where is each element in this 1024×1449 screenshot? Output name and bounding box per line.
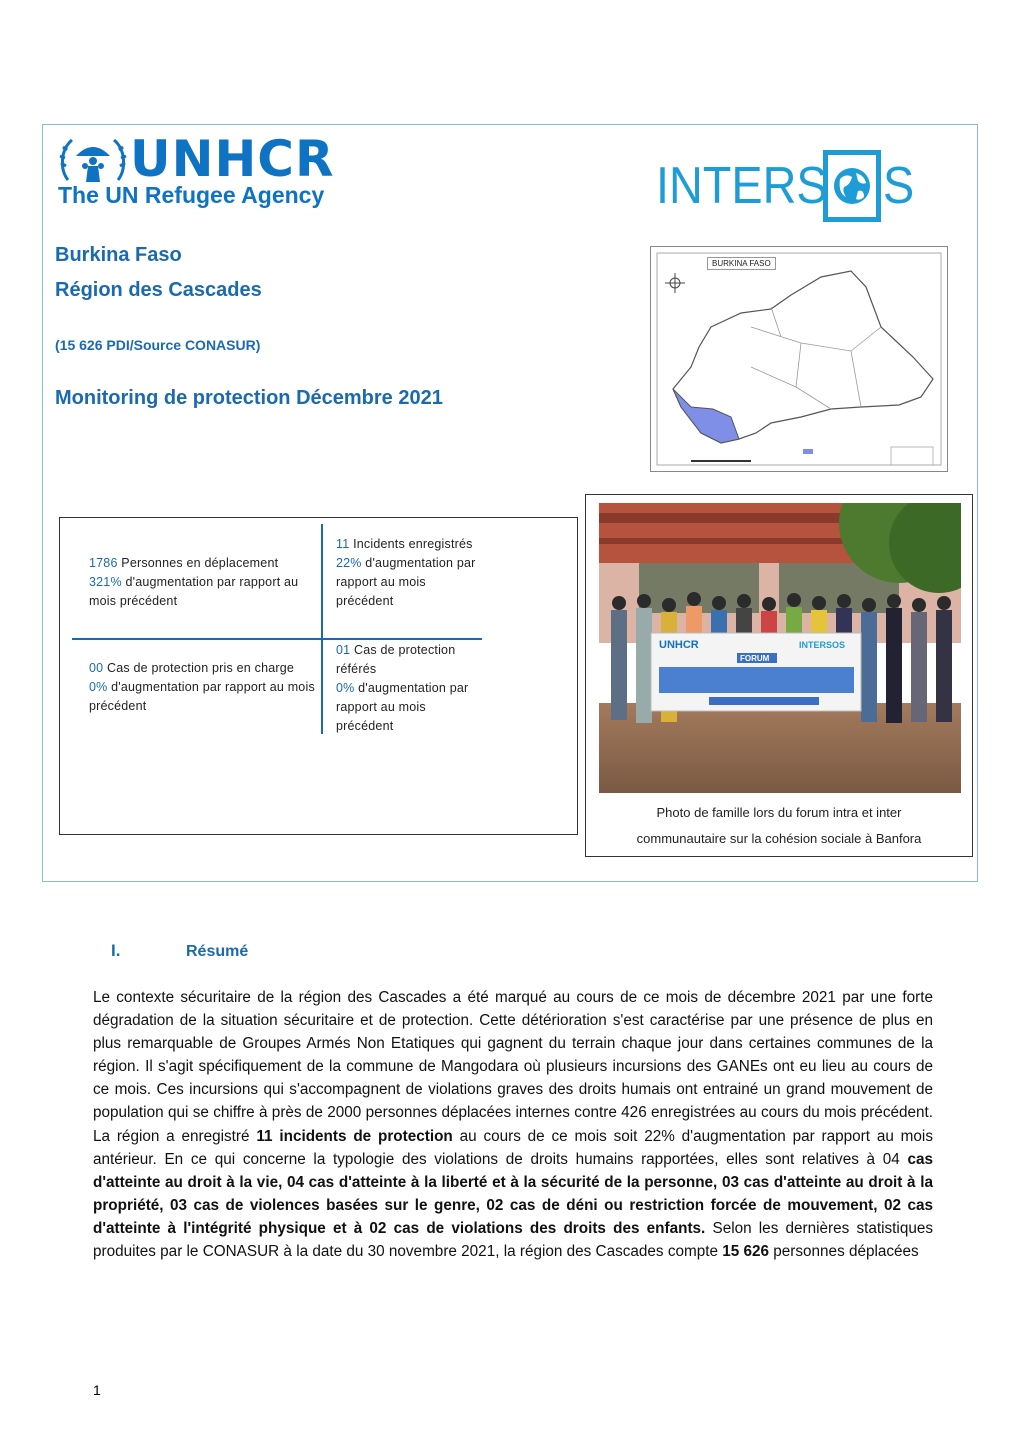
unhcr-emblem-icon (58, 136, 128, 184)
stat-cases-count: 00 (89, 661, 104, 675)
map-title: BURKINA FASO (707, 257, 776, 270)
stat-referred-label: Cas de protection référés (336, 643, 456, 676)
stat-incidents-pct: 22% (336, 556, 362, 570)
pdi-source-note: (15 626 PDI/Source CONASUR) (55, 337, 261, 353)
stat-displaced-label: Personnes en déplacement (117, 556, 279, 570)
stat-incidents-pct-label: d'augmentation par rapport au mois précédent (336, 556, 476, 608)
group-photo (599, 503, 961, 793)
unhcr-wordmark: UNHCR (130, 130, 335, 188)
svg-text:INTERSOS: INTERSOS (799, 640, 846, 650)
svg-text:UNHCR: UNHCR (659, 639, 699, 651)
stat-cases-pct: 0% (89, 680, 108, 694)
stat-referred-pct: 0% (336, 681, 355, 695)
report-title: Monitoring de protection Décembre 2021 (55, 387, 443, 409)
page-number: 1 (93, 1382, 101, 1398)
stat-cases-label: Cas de protection pris en charge (103, 661, 295, 675)
summary-text-4: personnes déplacées (769, 1243, 919, 1261)
summary-bold-2: cas d'atteinte au droit à la vie, 04 cas d'atteinte à la liberté et à la sécurité de la personne, 03 cas d'atteinte au droit à la propriété, 03 cas de violences basées sur le genre, 02 cas de déni ou restriction forcée de mouvement, 02 cas d'atteinte à l'intégrité physique et à 02 cas de violations des droits des enfants. (93, 1150, 933, 1237)
section-number: I. (111, 941, 121, 960)
key-figures-box (59, 517, 578, 835)
intersos-wordmark-suffix: S (883, 157, 915, 215)
summary-text-2: au cours de ce mois soit 22% d'augmentation par rapport au mois antérieur. En ce qui concerne la typologie des violations de droits humains rapportées, elles sont relatives à 04 (93, 1127, 933, 1168)
summary-bold-1: 11 incidents de protection (256, 1127, 453, 1145)
stat-incidents-count: 11 (336, 537, 350, 551)
svg-text:FORUM: FORUM (740, 654, 770, 663)
region-map (650, 246, 948, 472)
intersos-wordmark-prefix: INTERS (656, 157, 828, 215)
compass-icon (665, 273, 685, 293)
section-title: Résumé (186, 943, 249, 960)
photo-caption-line2: communautaire sur la cohésion sociale à Banfora (636, 831, 922, 846)
stats-divider-vertical (321, 524, 323, 734)
photo-caption (586, 800, 972, 852)
map-drawing (651, 247, 947, 471)
globe-icon (823, 150, 881, 222)
photo-box (585, 494, 973, 857)
stat-displaced-pct-label: d'augmentation par rapport au mois précédent (89, 575, 299, 608)
country-heading: Burkina Faso (55, 244, 182, 266)
stat-referred-count: 01 (336, 643, 351, 657)
stat-cases (89, 659, 315, 716)
summary-bold-3: 15 626 (722, 1243, 770, 1261)
stat-referred (336, 641, 476, 736)
summary-paragraph (93, 986, 933, 1263)
forum-banner (651, 633, 861, 711)
stat-displaced-count: 1786 (89, 556, 118, 570)
summary-text-3: Selon les dernières statistiques produites par le CONASUR à la date du 30 novembre 2021, la région des Cascades compte (93, 1219, 933, 1261)
stat-referred-pct-label: d'augmentation par rapport au mois précédent (336, 681, 469, 733)
summary-text-1: Le contexte sécuritaire de la région des Cascades a été marqué au cours de ce mois de décembre 2021 par une forte dégradation de la situation sécuritaire et de protection. Cette détérioration s'est caractérise par une présence de plus en plus remarquable de Groupes Armés Non Etatiques qui gagnent du terrain chaque jour dans certaines communes de la région. Il s'agit spécifiquement de la commune de Mangodara où plusieurs incursions des GANEs ont eu lieu au cours de ce mois. Ces incursions qui s'accompagnent de violations graves des droits humais ont entrainé un grand mouvement de population qui se chiffre à près de 2000 personnes déplacées internes contre 426 enregistrées au cours du mois précédent. La région a enregistré (93, 989, 933, 1145)
stats-divider-horizontal (72, 638, 482, 640)
region-heading: Région des Cascades (55, 279, 262, 301)
stat-cases-pct-label: d'augmentation par rapport au mois précédent (89, 680, 315, 713)
stat-incidents-label: Incidents enregistrés (349, 537, 473, 551)
stat-displaced-pct: 321% (89, 575, 122, 589)
stat-displaced (89, 554, 313, 611)
photo-caption-line1: Photo de famille lors du forum intra et inter (656, 805, 902, 820)
stat-incidents (336, 535, 476, 611)
unhcr-logo (58, 130, 358, 212)
unhcr-tagline: The UN Refugee Agency (58, 182, 325, 208)
intersos-logo (656, 150, 918, 230)
